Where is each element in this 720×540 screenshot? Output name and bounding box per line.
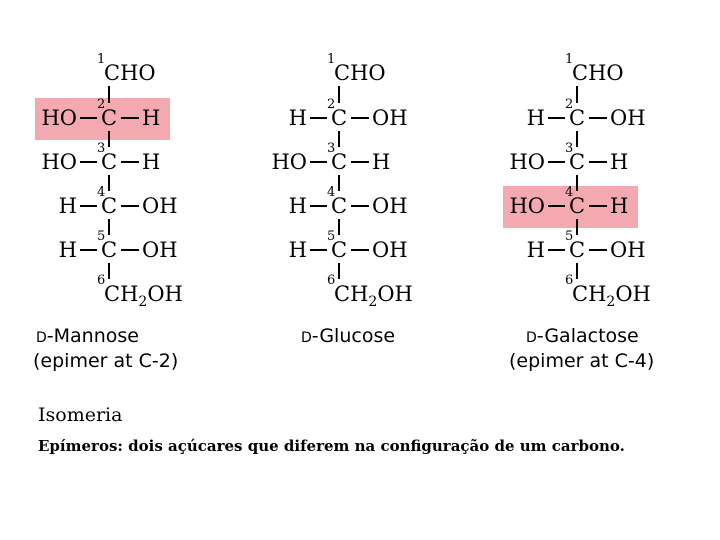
right-substituent: H bbox=[610, 150, 629, 174]
carbon-atom: C bbox=[330, 106, 348, 130]
left-substituent: HO bbox=[509, 150, 545, 174]
carbon-atom: C bbox=[568, 150, 586, 174]
carbon-number: 1 bbox=[327, 52, 336, 67]
right-substituent: OH bbox=[142, 194, 178, 218]
carbon-number: 5 bbox=[565, 229, 574, 244]
carbon-atom: C bbox=[100, 238, 118, 262]
right-substituent: OH bbox=[610, 106, 646, 130]
carbon-number: 2 bbox=[97, 97, 106, 112]
caption-text: Epímeros: dois açúcares que diferem na configuração de um carbono. bbox=[38, 437, 625, 455]
left-substituent: H bbox=[58, 238, 77, 262]
left-substituent: H bbox=[526, 238, 545, 262]
left-substituent: H bbox=[288, 106, 307, 130]
right-substituent: OH bbox=[372, 194, 408, 218]
carbon-atom: C bbox=[568, 194, 586, 218]
carbon-number: 3 bbox=[97, 141, 106, 156]
carbon-atom: C bbox=[100, 106, 118, 130]
terminal-group: $CH_2OH$ bbox=[334, 282, 413, 310]
carbon-number: 3 bbox=[327, 141, 336, 156]
carbon-number: 4 bbox=[565, 185, 574, 200]
carbon-number: 6 bbox=[565, 273, 574, 288]
sugar-name: D-Galactose bbox=[526, 325, 639, 347]
right-substituent: H bbox=[142, 150, 161, 174]
left-substituent: HO bbox=[41, 150, 77, 174]
carbon-atom: C bbox=[568, 238, 586, 262]
left-substituent: H bbox=[288, 238, 307, 262]
carbon-atom: C bbox=[100, 150, 118, 174]
right-substituent: H bbox=[372, 150, 391, 174]
right-substituent: OH bbox=[372, 238, 408, 262]
carbon-number: 2 bbox=[327, 97, 336, 112]
carbon-number: 6 bbox=[97, 273, 106, 288]
carbon-atom: C bbox=[330, 150, 348, 174]
left-substituent: HO bbox=[271, 150, 307, 174]
left-substituent: H bbox=[58, 194, 77, 218]
carbon-number: 5 bbox=[327, 229, 336, 244]
carbon-number: 4 bbox=[327, 185, 336, 200]
carbon-atom: C bbox=[568, 106, 586, 130]
right-substituent: OH bbox=[372, 106, 408, 130]
carbonyl-group: CHO bbox=[572, 61, 624, 85]
fischer-projection-glucose bbox=[271, 52, 412, 347]
right-substituent: OH bbox=[142, 238, 178, 262]
left-substituent: HO bbox=[41, 106, 77, 130]
carbon-atom: C bbox=[330, 194, 348, 218]
carbon-number: 2 bbox=[565, 97, 574, 112]
fischer-projection-mannose bbox=[33, 52, 183, 372]
carbon-number: 1 bbox=[565, 52, 574, 67]
left-substituent: H bbox=[288, 194, 307, 218]
carbon-number: 3 bbox=[565, 141, 574, 156]
carbonyl-group: CHO bbox=[334, 61, 386, 85]
carbonyl-group: CHO bbox=[104, 61, 156, 85]
terminal-group: $CH_2OH$ bbox=[104, 282, 183, 310]
left-substituent: H bbox=[526, 106, 545, 130]
carbon-atom: C bbox=[330, 238, 348, 262]
carbon-atom: C bbox=[100, 194, 118, 218]
fischer-projection-galactose bbox=[503, 52, 654, 372]
caption-title: Isomeria bbox=[38, 404, 123, 426]
left-substituent: HO bbox=[509, 194, 545, 218]
carbon-number: 5 bbox=[97, 229, 106, 244]
right-substituent: OH bbox=[610, 238, 646, 262]
sugar-name: D-Mannose bbox=[36, 325, 139, 347]
right-substituent: H bbox=[142, 106, 161, 130]
carbon-number: 4 bbox=[97, 185, 106, 200]
epimer-note: (epimer at C-4) bbox=[509, 350, 655, 372]
carbon-number: 1 bbox=[97, 52, 106, 67]
epimer-note: (epimer at C-2) bbox=[33, 350, 179, 372]
sugar-name: D-Glucose bbox=[301, 325, 396, 347]
terminal-group: $CH_2OH$ bbox=[572, 282, 651, 310]
right-substituent: H bbox=[610, 194, 629, 218]
carbon-number: 6 bbox=[327, 273, 336, 288]
